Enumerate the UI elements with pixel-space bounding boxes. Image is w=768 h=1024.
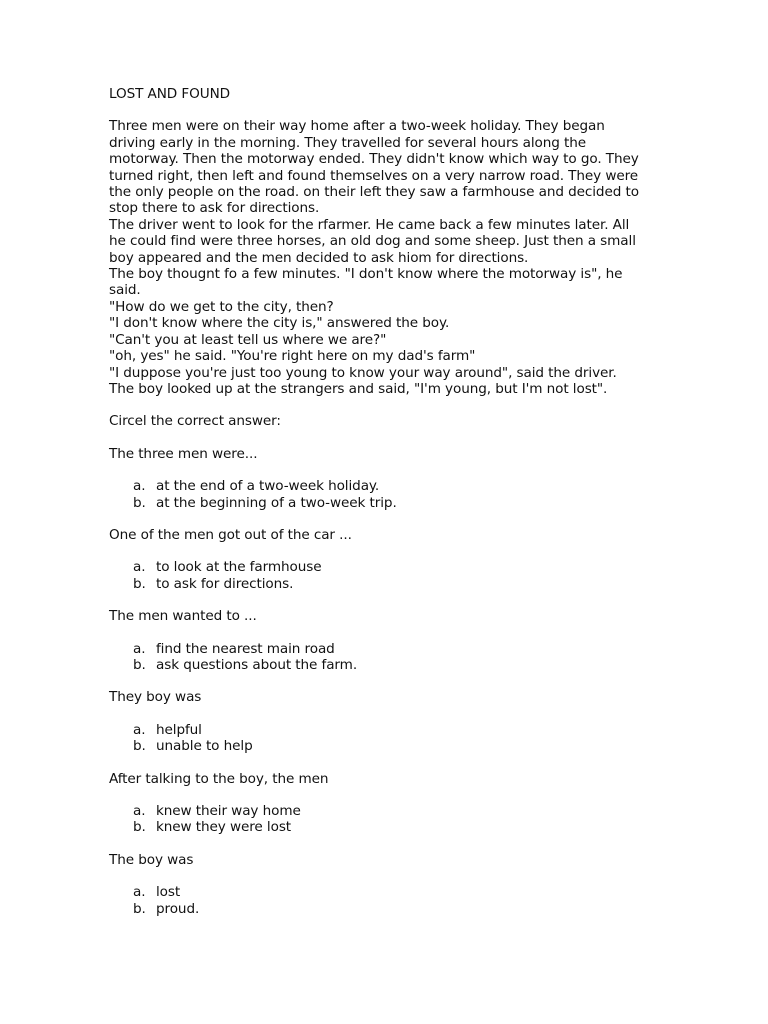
story-line: stop there to ask for directions. [109,200,320,217]
story-line: "I don't know where the city is," answered the boy. [109,315,450,332]
question-text: After talking to the boy, the men [109,770,329,787]
story-line: said. [109,282,141,299]
question-text: The men wanted to ... [109,608,257,625]
document-title: LOST AND FOUND [109,86,231,102]
options-list [109,803,669,836]
option-text: at the beginning of a two-week trip. [156,494,397,511]
question-2 [109,527,669,592]
question-1 [109,446,669,511]
option-letter: b. [133,738,146,755]
story-line: "I duppose you're just too young to know your way around", said the driver. [109,364,617,381]
story-text [109,118,669,397]
option-a[interactable] [109,559,669,575]
option-text: lost [156,884,181,901]
story-line: The driver went to look for the rfarmer. He came back a few minutes later. All [109,216,630,233]
story-line: "Can't you at least tell us where we are?" [109,331,387,348]
story-line: The boy looked up at the strangers and said, "I'm young, but I'm not lost". [109,380,608,397]
option-letter: a. [133,884,146,901]
question-text: They boy was [109,689,202,706]
options-list [109,478,669,511]
option-text: ask questions about the farm. [156,656,358,673]
question-3 [109,608,669,673]
option-b[interactable] [109,901,669,917]
option-a[interactable] [109,884,669,900]
option-letter: a. [133,721,146,738]
question-text: One of the men got out of the car ... [109,526,352,543]
question-5 [109,771,669,836]
option-letter: a. [133,559,146,576]
document-page [109,86,669,933]
option-letter: b. [133,494,146,511]
question-text: The boy was [109,851,194,868]
options-list [109,641,669,674]
option-text: to ask for directions. [156,575,294,592]
option-text: find the nearest main road [156,640,335,657]
story-line: he could find were three horses, an old dog and some sheep. Just then a small [109,233,636,250]
option-text: at the end of a two-week holiday. [156,478,380,495]
option-letter: a. [133,640,146,657]
story-line: "oh, yes" he said. "You're right here on my dad's farm" [109,348,476,365]
option-a[interactable] [109,722,669,738]
question-4 [109,689,669,754]
story-line: "How do we get to the city, then? [109,298,334,315]
option-b[interactable] [109,576,669,592]
question-text: The three men were... [109,445,258,462]
story-line: turned right, then left and found themselves on a very narrow road. They were [109,167,639,184]
story-line: driving early in the morning. They travelled for several hours along the [109,134,587,151]
option-b[interactable] [109,819,669,835]
option-text: knew they were lost [156,819,292,836]
story-line: The boy thougnt fo a few minutes. "I don't know where the motorway is", he [109,266,623,283]
story-line: boy appeared and the men decided to ask hiom for directions. [109,249,529,266]
option-letter: b. [133,656,146,673]
option-b[interactable] [109,657,669,673]
option-letter: b. [133,575,146,592]
option-text: helpful [156,721,202,738]
options-list [109,722,669,755]
option-a[interactable] [109,803,669,819]
options-list [109,559,669,592]
option-letter: b. [133,819,146,836]
option-text: knew their way home [156,803,301,819]
option-b[interactable] [109,495,669,511]
option-a[interactable] [109,478,669,494]
options-list [109,884,669,917]
option-text: to look at the farmhouse [156,559,322,576]
option-letter: a. [133,478,146,495]
option-text: proud. [156,900,200,917]
option-letter: b. [133,900,146,917]
story-line: motorway. Then the motorway ended. They didn't know which way to go. They [109,151,639,168]
option-a[interactable] [109,641,669,657]
question-6 [109,852,669,917]
option-letter: a. [133,803,146,819]
option-text: unable to help [156,738,253,755]
story-line: the only people on the road. on their left they saw a farmhouse and decided to [109,184,639,201]
story-line: Three men were on their way home after a two-week holiday. They began [109,118,605,135]
instruction-text: Circel the correct answer: [109,413,281,430]
option-b[interactable] [109,738,669,754]
